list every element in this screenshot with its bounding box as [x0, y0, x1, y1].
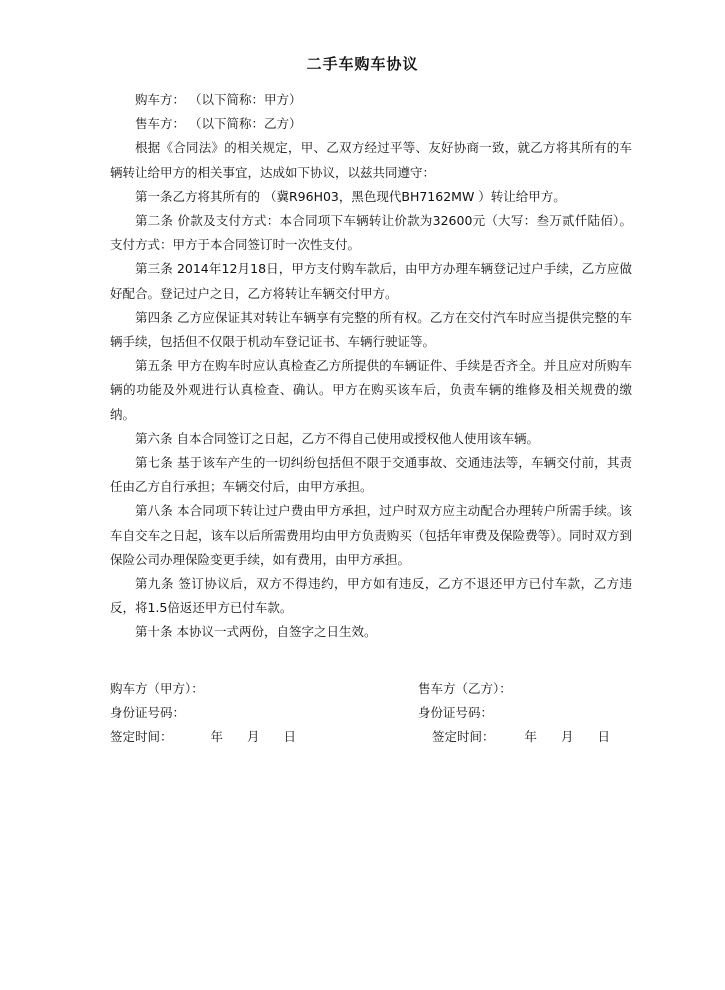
buyer-date-day: 日 [283, 729, 297, 744]
agreement-body [110, 88, 632, 645]
buyer-line: 购车方： （以下简称：甲方） [135, 92, 302, 107]
seller-date-row [418, 725, 610, 749]
seller-signature-block [418, 677, 610, 749]
clause-1: 第一条乙方将其所有的 （冀R96H03，黑色现代BH7162MW ）转让给甲方。 [135, 188, 566, 204]
clause-8: 第八条 本合同项下转让过户费由甲方承担，过户时双方应主动配合办理转户所需手续。该车自交车之日起，该车以后所需费用均由甲方负责购买（包括年审费及保险费等）。同时双方到保险公司办理保险变更手续，如有费用，由甲方承担。 [110, 503, 632, 567]
seller-line: 售车方： （以下简称：乙方） [135, 116, 302, 132]
buyer-party-label: 购车方（甲方）： [110, 681, 204, 696]
seller-date-day: 日 [597, 729, 611, 744]
clause-3: 第三条 2014年12月18日，甲方支付购车款后，由甲方办理车辆登记过户手续，乙方应做好配合。登记过户之日，乙方将转让车辆交付甲方。 [110, 261, 632, 301]
buyer-signature-block [110, 677, 296, 749]
clause-10: 第十条 本协议一式两份，自签字之日生效。 [135, 624, 377, 640]
clause-5: 第五条 甲方在购车时应认真检查乙方所提供的车辆证件、手续是否齐全。并且应对所购车辆的功能及外观进行认真检查、确认。甲方在购买该车后，负责车辆的维修及相关规费的缴纳。 [110, 358, 632, 422]
clause-9: 第九条 签订协议后，双方不得违约，甲方如有违反，乙方不退还甲方已付车款，乙方违反，将1.5倍返还甲方已付车款。 [110, 576, 632, 616]
buyer-date-year: 年 [210, 729, 224, 744]
seller-date-label: 签定时间： [432, 729, 495, 744]
seller-party-label: 售车方（乙方）： [418, 681, 512, 696]
buyer-date-label: 签定时间： [110, 729, 173, 744]
buyer-date-month: 月 [247, 729, 260, 744]
clause-6: 第六条 自本合同签订之日起，乙方不得自己使用或授权他人使用该车辆。 [135, 430, 539, 446]
clause-2: 第二条 价款及支付方式：本合同项下车辆转让价款为32600元（大写：叁万贰仟陆佰）。支付方式：甲方于本合同签订时一次性支付。 [110, 213, 632, 253]
buyer-id-label: 身份证号码： [110, 705, 186, 720]
clause-7: 第七条 基于该车产生的一切纠纷包括但不限于交通事故、交通违法等，车辆交付前，其责任由乙方自行承担；车辆交付后，由甲方承担。 [110, 455, 632, 495]
seller-id-label: 身份证号码： [418, 705, 494, 720]
seller-date-month: 月 [561, 729, 574, 744]
clause-4: 第四条 乙方应保证其对转让车辆享有完整的所有权。乙方在交付汽车时应当提供完整的车辆手续，包括但不仅限于机动车登记证书、车辆行驶证等。 [110, 309, 632, 350]
preamble: 根据《合同法》的相关规定，甲、乙双方经过平等、友好协商一致，就乙方将其所有的车辆转让给甲方的相关事宜，达成如下协议，以兹共同遵守： [110, 140, 632, 180]
page-title: 二手车购车协议 [306, 55, 419, 73]
buyer-date-row [110, 725, 296, 749]
seller-date-year: 年 [524, 729, 538, 744]
